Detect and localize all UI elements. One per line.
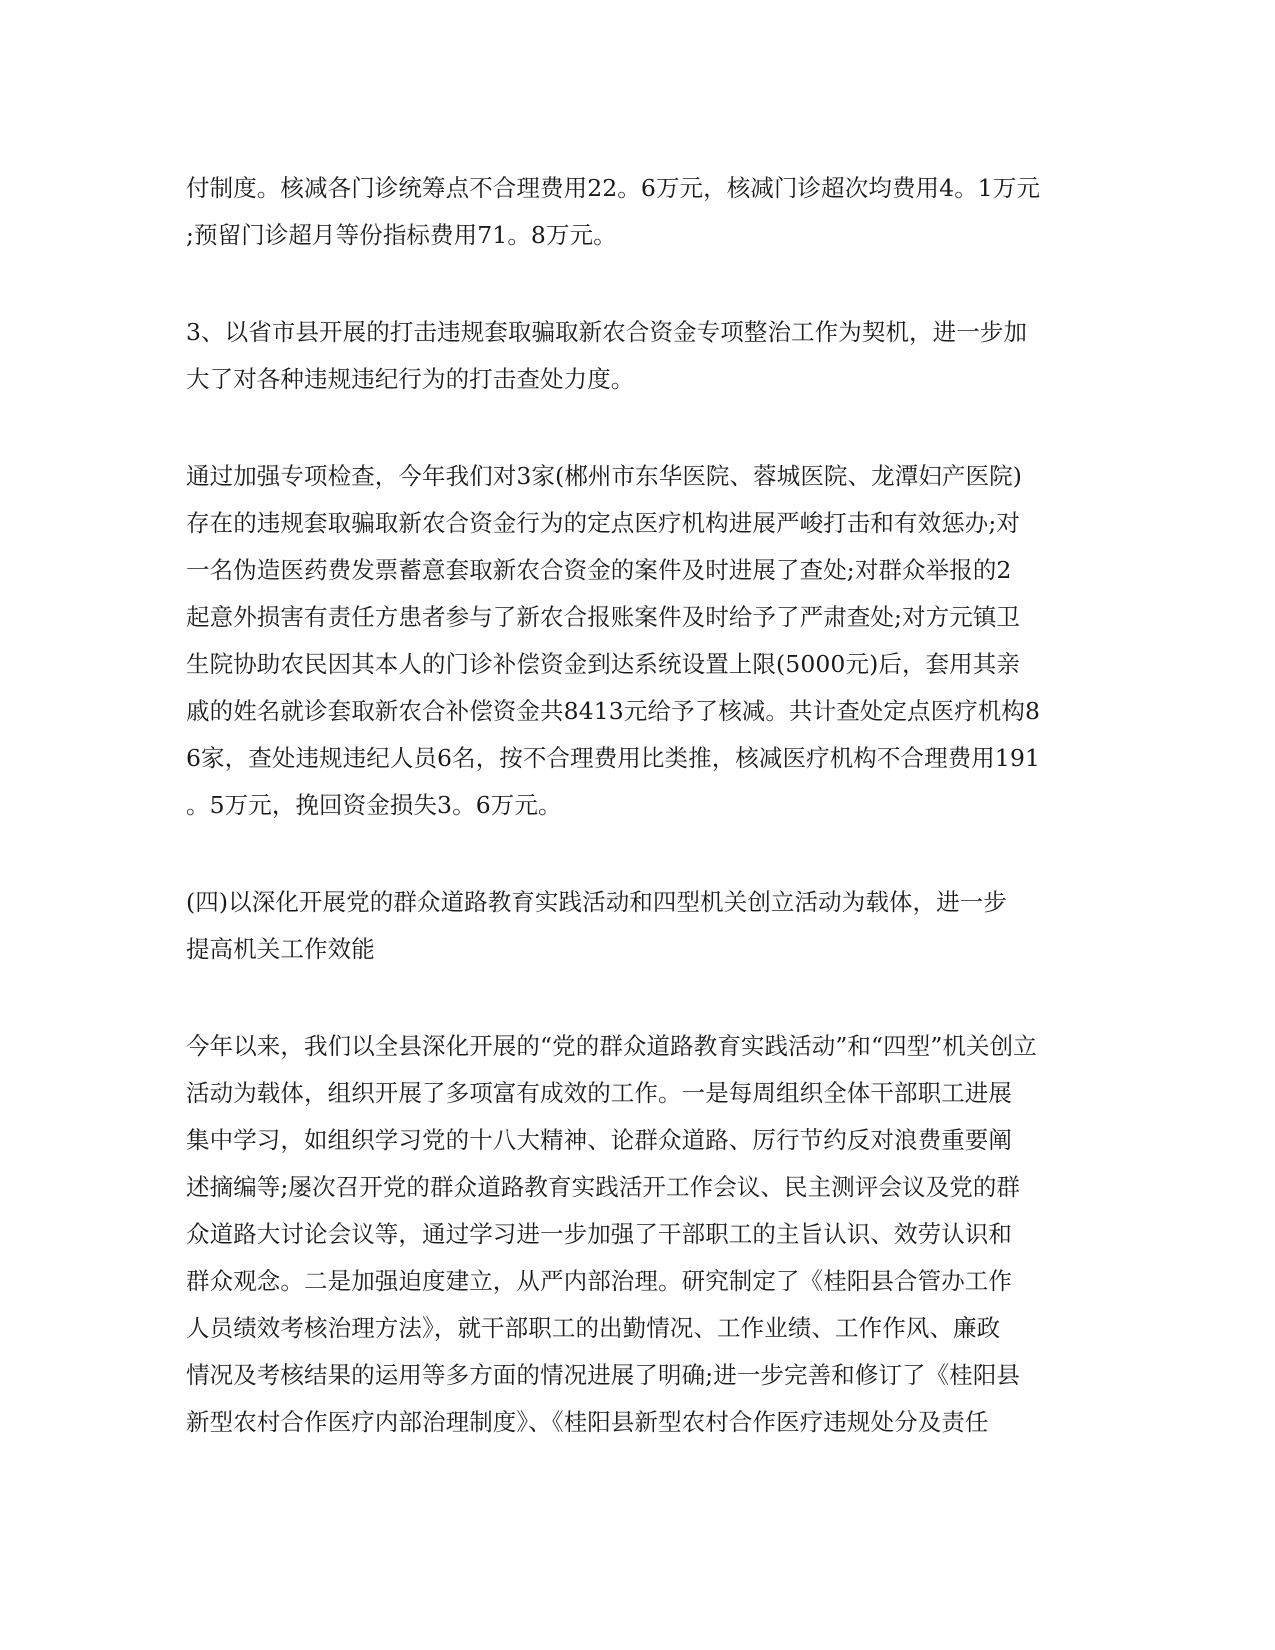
document-body xyxy=(186,165,1086,1496)
text-line: 今年以来，我们以全县深化开展的“党的群众道路教育实践活动”和“四型”机关创立 xyxy=(186,1032,1037,1060)
heading-line: 提高机关工作效能 xyxy=(186,935,375,963)
text-line: 众道路大讨论会议等，通过学习进一步加强了干部职工的主旨认识、效劳认识和 xyxy=(186,1220,1012,1248)
text-line: 群众观念。二是加强迫度建立，从严内部治理。研究制定了《桂阳县合管办工作 xyxy=(186,1267,1012,1295)
heading-line: (四)以深化开展党的群众道路教育实践活动和四型机关创立活动为载体，进一步 xyxy=(186,888,1007,916)
text-line: 付制度。核减各门诊统筹点不合理费用22。6万元，核减门诊超次均费用4。1万元 xyxy=(186,174,1041,202)
text-line: 。5万元，挽回资金损失3。6万元。 xyxy=(186,791,562,819)
text-line: 存在的违规套取骗取新农合资金行为的定点医疗机构进展严峻打击和有效惩办;对 xyxy=(186,509,1021,537)
text-line: 述摘编等;屡次召开党的群众道路教育实践活开工作会议、民主测评会议及党的群 xyxy=(186,1173,1021,1201)
text-line: 起意外损害有责任方患者参与了新农合报账案件及时给予了严肃查处;对方元镇卫 xyxy=(186,603,1021,631)
paragraph-special-inspection xyxy=(186,453,1086,829)
text-line: 3、以省市县开展的打击违规套取骗取新农合资金专项整治工作为契机，进一步加 xyxy=(186,318,1028,346)
text-line: 戚的姓名就诊套取新农合补偿资金共8413元给予了核减。共计查处定点医疗机构8 xyxy=(186,697,1041,725)
text-line: 集中学习，如组织学习党的十八大精神、论群众道路、厉行节约反对浪费重要阐 xyxy=(186,1126,1012,1154)
text-line: 活动为载体，组织开展了多项富有成效的工作。一是每周组织全体干部职工进展 xyxy=(186,1079,1012,1107)
text-line: 通过加强专项检查，今年我们对3家(郴州市东华医院、蓉城医院、龙潭妇产医院) xyxy=(186,462,1022,490)
text-line: 人员绩效考核治理方法》，就干部职工的出勤情况、工作业绩、工作作风、廉政 xyxy=(186,1314,1001,1342)
text-line: 大了对各种违规违纪行为的打击查处力度。 xyxy=(186,365,635,393)
text-line: 新型农村合作医疗内部治理制度》、《桂阳县新型农村合作医疗违规处分及责任 xyxy=(186,1408,989,1436)
section-heading-4 xyxy=(186,879,1086,973)
text-line: 生院协助农民因其本人的门诊补偿资金到达系统设置上限(5000元)后，套用其亲 xyxy=(186,650,1020,678)
paragraph-fee-reduction xyxy=(186,165,1086,259)
text-line: 一名伪造医药费发票蓄意套取新农合资金的案件及时进展了查处;对群众举报的2 xyxy=(186,556,1012,584)
paragraph-item-3 xyxy=(186,309,1086,403)
text-line: 情况及考核结果的运用等多方面的情况进展了明确;进一步完善和修订了《桂阳县 xyxy=(186,1361,1021,1389)
text-line: 6家，查处违规违纪人员6名，按不合理费用比类推，核减医疗机构不合理费用191 xyxy=(186,744,1041,772)
paragraph-this-year xyxy=(186,1023,1086,1446)
text-line: ;预留门诊超月等份指标费用71。8万元。 xyxy=(186,221,617,249)
